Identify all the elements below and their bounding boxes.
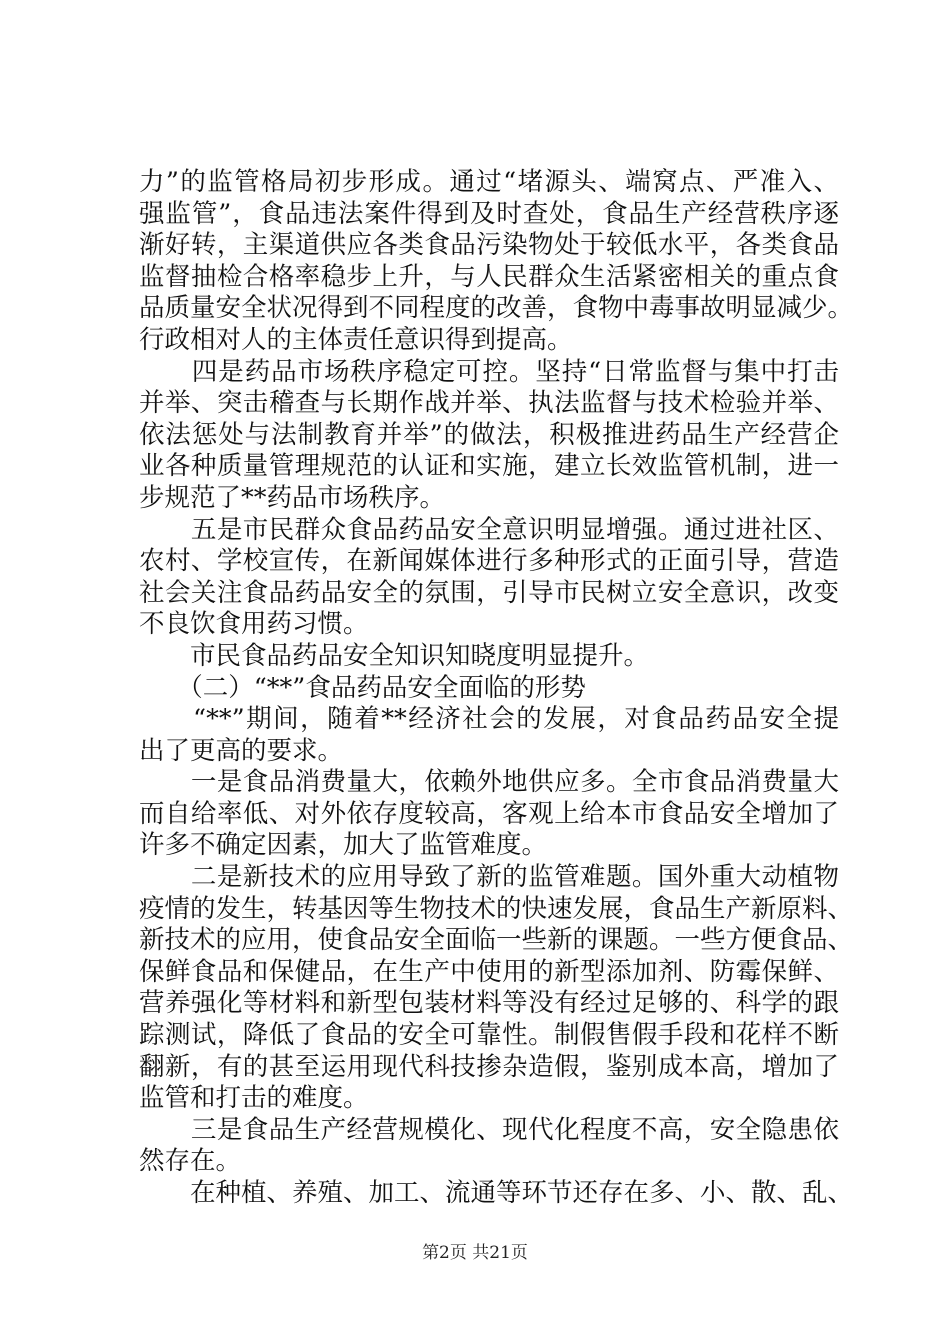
text-line: 步规范了**药品市场秩序。 bbox=[139, 482, 446, 513]
text-line: 然存在。 bbox=[139, 1146, 242, 1177]
text-line: 业各种质量管理规范的认证和实施，建立长效监管机制，进一 bbox=[139, 451, 839, 482]
text-line: 出了更高的要求。 bbox=[139, 735, 344, 766]
text-line: 许多不确定因素，加大了监管难度。 bbox=[139, 830, 548, 861]
text-line: 品质量安全状况得到不同程度的改善，食物中毒事故明显减少。 bbox=[139, 293, 854, 324]
text-line: 市民食品药品安全知识知晓度明显提升。 bbox=[139, 640, 650, 671]
text-line: 翻新，有的甚至运用现代科技掺杂造假，鉴别成本高，增加了 bbox=[139, 1051, 839, 1082]
text-line: 而自给率低、对外依存度较高，客观上给本市食品安全增加了 bbox=[139, 798, 839, 829]
text-line: 二是新技术的应用导致了新的监管难题。国外重大动植物 bbox=[139, 862, 839, 893]
text-line: 新技术的应用，使食品安全面临一些新的课题。一些方便食品、 bbox=[139, 925, 854, 956]
text-line: 一是食品消费量大，依赖外地供应多。全市食品消费量大 bbox=[139, 767, 839, 798]
text-line: （二）“**”食品药品安全面临的形势 bbox=[139, 672, 586, 703]
page-footer: 第2页 共21页 bbox=[422, 1243, 528, 1263]
text-line: 不良饮食用药习惯。 bbox=[139, 609, 369, 640]
text-line: 行政相对人的主体责任意识得到提高。 bbox=[139, 324, 573, 355]
text-line: 依法惩处与法制教育并举”的做法，积极推进药品生产经营企 bbox=[139, 419, 839, 450]
text-line: 三是食品生产经营规模化、现代化程度不高，安全隐患依 bbox=[139, 1114, 839, 1145]
text-line: 四是药品市场秩序稳定可控。坚持“日常监督与集中打击 bbox=[139, 356, 839, 387]
text-line: 踪测试，降低了食品的安全可靠性。制假售假手段和花样不断 bbox=[139, 1020, 839, 1051]
text-line: 监管和打击的难度。 bbox=[139, 1083, 369, 1114]
text-line: 社会关注食品药品安全的氛围，引导市民树立安全意识，改变 bbox=[139, 577, 839, 608]
text-line: 疫情的发生，转基因等生物技术的快速发展，食品生产新原料、 bbox=[139, 893, 854, 924]
text-line: 监督抽检合格率稳步上升，与人民群众生活紧密相关的重点食 bbox=[139, 261, 839, 292]
text-line: 保鲜食品和保健品，在生产中使用的新型添加剂、防霉保鲜、 bbox=[139, 956, 839, 987]
text-line: 在种植、养殖、加工、流通等环节还存在多、小、散、乱、 bbox=[139, 1178, 854, 1208]
text-line: 营养强化等材料和新型包装材料等没有经过足够的、科学的跟 bbox=[139, 988, 839, 1019]
text-line: 渐好转，主渠道供应各类食品污染物处于较低水平，各类食品 bbox=[139, 230, 839, 261]
text-line: 五是市民群众食品药品安全意识明显增强。通过进社区、 bbox=[139, 514, 839, 545]
text-line: “**”期间，随着**经济社会的发展，对食品药品安全提 bbox=[139, 704, 839, 735]
text-line: 力”的监管格局初步形成。通过“堵源头、端窝点、严准入、 bbox=[139, 167, 839, 197]
text-line: 并举、突击稽查与长期作战并举、执法监督与技术检验并举、 bbox=[139, 388, 839, 419]
text-line: 强监管”，食品违法案件得到及时查处，食品生产经营秩序逐 bbox=[139, 198, 839, 229]
document-body bbox=[139, 167, 854, 1210]
text-line: 农村、学校宣传，在新闻媒体进行多种形式的正面引导，营造 bbox=[139, 546, 839, 577]
